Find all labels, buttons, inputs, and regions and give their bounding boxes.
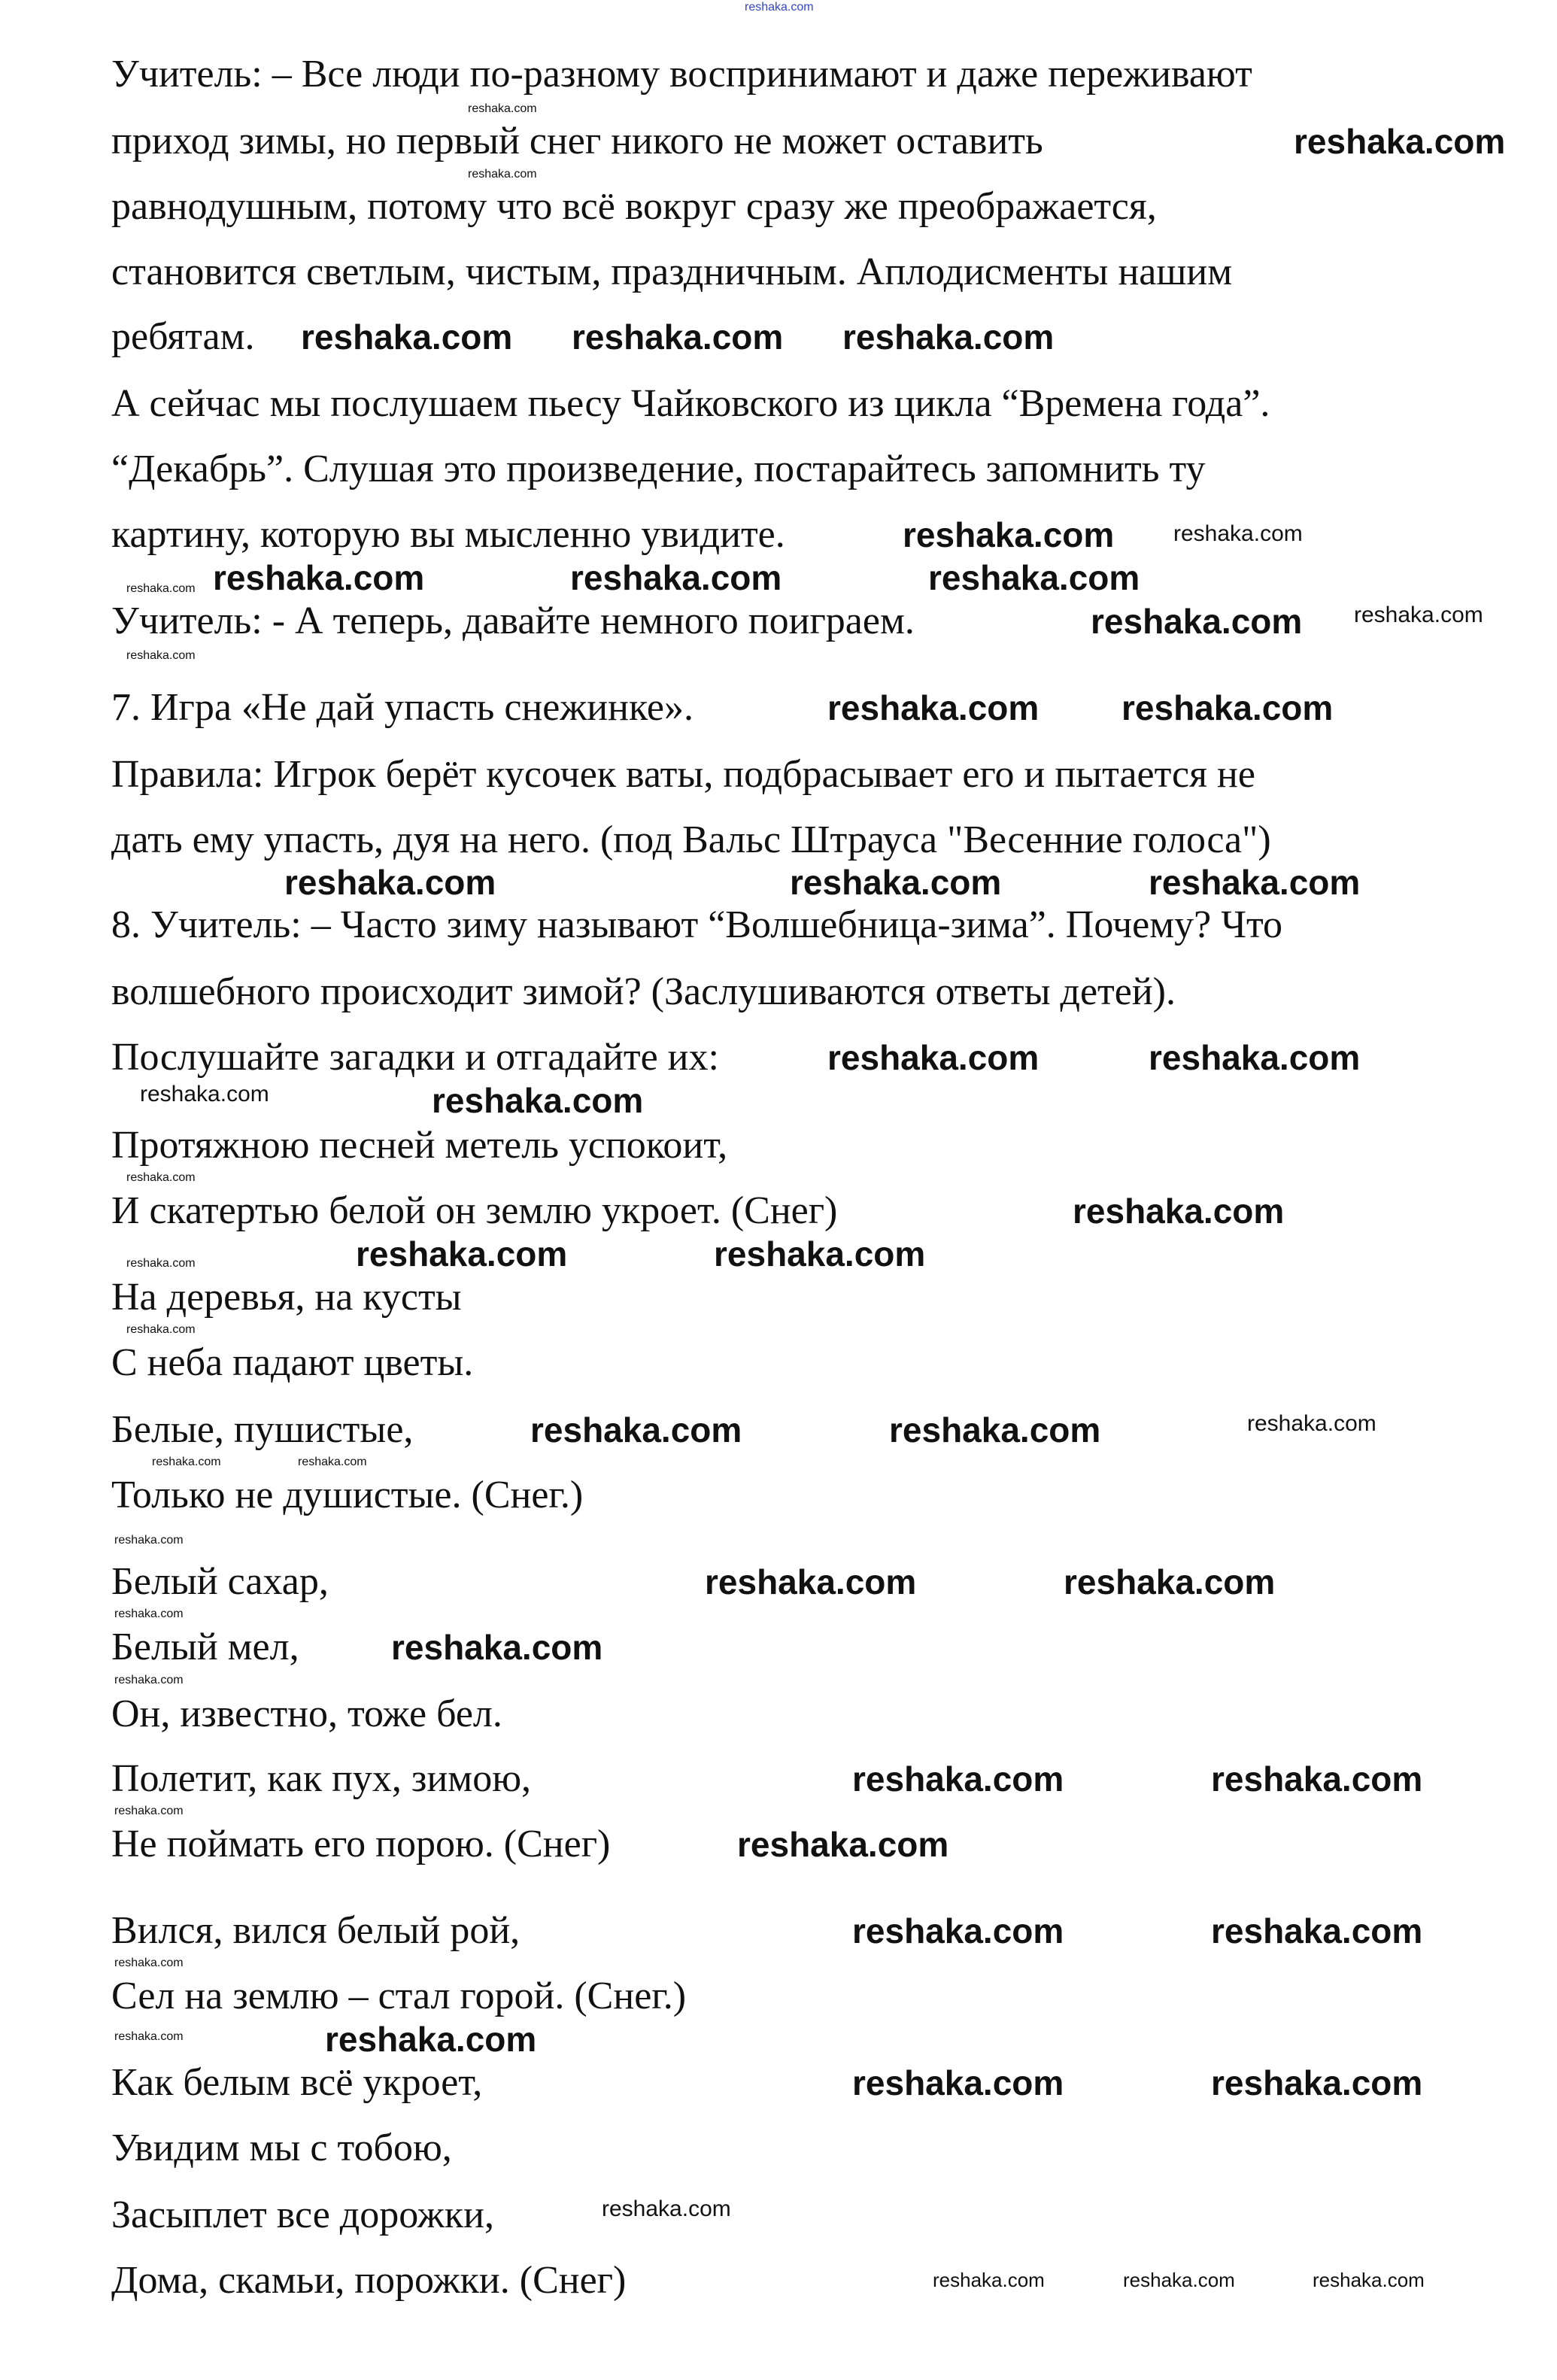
- watermark: reshaka.com: [602, 2196, 731, 2221]
- watermark: reshaka.com: [1149, 1038, 1361, 1077]
- watermark: reshaka.com: [737, 1825, 949, 1864]
- watermark: reshaka.com: [126, 1257, 196, 1270]
- text-line: “Декабрь”. Слушая это произведение, постарайтесь запомнить ту: [111, 448, 1206, 490]
- text-line: дать ему упасть, дуя на него. (под Вальс Штрауса "Весенние голоса"): [111, 818, 1271, 861]
- watermark: reshaka.com: [1313, 2269, 1425, 2291]
- watermark: reshaka.com: [714, 1234, 926, 1273]
- watermark: reshaka.com: [1073, 1192, 1285, 1231]
- watermark: reshaka.com: [114, 1534, 184, 1547]
- riddle-line: Белый сахар,: [111, 1560, 329, 1603]
- watermark: reshaka.com: [1123, 2269, 1235, 2291]
- watermark: reshaka.com: [114, 2030, 184, 2043]
- watermark: reshaka.com: [530, 1410, 742, 1450]
- text-line: Учитель: - А теперь, давайте немного поиграем.: [111, 600, 915, 642]
- riddle-line: Сел на землю – стал горой. (Снег.): [111, 1975, 687, 2017]
- riddle-line: Засыплет все дорожки,: [111, 2193, 494, 2236]
- watermark: reshaka.com: [1211, 2063, 1423, 2102]
- watermark: reshaka.com: [933, 2269, 1045, 2291]
- watermark: reshaka.com: [114, 1674, 184, 1686]
- watermark: reshaka.com: [1091, 602, 1303, 641]
- riddle-line: На деревья, на кусты: [111, 1276, 462, 1319]
- watermark: reshaka.com: [114, 1607, 184, 1620]
- watermark: reshaka.com: [432, 1081, 644, 1120]
- riddle-line: Дома, скамьи, порожки. (Снег): [111, 2259, 627, 2302]
- watermark: reshaka.com: [301, 317, 513, 357]
- watermark: reshaka.com: [1149, 863, 1361, 902]
- watermark: reshaka.com: [572, 317, 784, 357]
- watermark: reshaka.com: [1121, 688, 1334, 727]
- watermark: reshaka.com: [745, 1, 814, 14]
- riddle-line: Только не душистые. (Снег.): [111, 1474, 584, 1516]
- watermark: reshaka.com: [468, 102, 537, 115]
- watermark: reshaka.com: [570, 558, 782, 597]
- watermark: reshaka.com: [391, 1628, 603, 1667]
- text-line: Учитель: – Все люди по-разному воспринимают и даже переживают: [111, 53, 1252, 96]
- watermark: reshaka.com: [790, 863, 1002, 902]
- watermark: reshaka.com: [152, 1456, 221, 1468]
- riddle-line: Как белым всё укроет,: [111, 2061, 483, 2104]
- text-line: становится светлым, чистым, праздничным. Аплодисменты нашим: [111, 250, 1233, 293]
- watermark: reshaka.com: [842, 317, 1055, 357]
- watermark: reshaka.com: [126, 1323, 196, 1336]
- watermark: reshaka.com: [1064, 1562, 1276, 1601]
- text-line: Правила: Игрок берёт кусочек ваты, подбрасывает его и пытается не: [111, 753, 1255, 796]
- section-heading: 7. Игра «Не дай упасть снежинке».: [111, 686, 694, 729]
- riddle-line: Не поймать его порою. (Снег): [111, 1823, 611, 1865]
- watermark: reshaka.com: [852, 1911, 1064, 1950]
- text-line: приход зимы, но первый снег никого не может оставить: [111, 120, 1043, 162]
- watermark: reshaka.com: [114, 1957, 184, 1969]
- riddle-line: Вился, вился белый рой,: [111, 1909, 521, 1952]
- riddle-line: Белые, пушистые,: [111, 1408, 414, 1451]
- text-line: волшебного происходит зимой? (Заслушиваются ответы детей).: [111, 970, 1176, 1013]
- text-line: А сейчас мы послушаем пьесу Чайковского из цикла “Времена года”.: [111, 382, 1270, 425]
- watermark: reshaka.com: [827, 1038, 1040, 1077]
- section-heading: 8. Учитель: – Часто зиму называют “Волшебница-зима”. Почему? Что: [111, 903, 1283, 946]
- watermark: reshaka.com: [468, 168, 537, 181]
- watermark: reshaka.com: [213, 558, 425, 597]
- watermark: reshaka.com: [114, 1805, 184, 1817]
- text-line: Послушайте загадки и отгадайте их:: [111, 1036, 719, 1079]
- riddle-line: Протяжною песней метель успокоит,: [111, 1124, 728, 1167]
- watermark: reshaka.com: [1211, 1759, 1423, 1799]
- watermark: reshaka.com: [1354, 603, 1483, 627]
- watermark: reshaka.com: [140, 1082, 269, 1107]
- watermark: reshaka.com: [852, 1759, 1064, 1799]
- watermark: reshaka.com: [1294, 122, 1506, 161]
- watermark: reshaka.com: [126, 582, 196, 595]
- watermark: reshaka.com: [852, 2063, 1064, 2102]
- watermark: reshaka.com: [284, 863, 496, 902]
- watermark: reshaka.com: [889, 1410, 1101, 1450]
- watermark: reshaka.com: [1173, 521, 1303, 546]
- watermark: reshaka.com: [903, 515, 1115, 554]
- watermark: reshaka.com: [827, 688, 1040, 727]
- watermark: reshaka.com: [1247, 1411, 1376, 1436]
- text-line: картину, которую вы мысленно увидите.: [111, 513, 785, 556]
- riddle-line: Он, известно, тоже бел.: [111, 1692, 502, 1735]
- text-line: ребятам.: [111, 315, 255, 358]
- riddle-line: Увидим мы с тобою,: [111, 2127, 452, 2169]
- watermark: reshaka.com: [126, 649, 196, 662]
- watermark: reshaka.com: [705, 1562, 917, 1601]
- riddle-line: Белый мел,: [111, 1626, 299, 1668]
- riddle-line: И скатертью белой он землю укроет. (Снег): [111, 1189, 838, 1232]
- watermark: reshaka.com: [298, 1456, 367, 1468]
- watermark: reshaka.com: [928, 558, 1140, 597]
- watermark: reshaka.com: [1211, 1911, 1423, 1950]
- riddle-line: С неба падают цветы.: [111, 1341, 474, 1384]
- watermark: reshaka.com: [126, 1171, 196, 1184]
- text-line: равнодушным, потому что всё вокруг сразу же преображается,: [111, 185, 1157, 228]
- riddle-line: Полетит, как пух, зимою,: [111, 1757, 532, 1800]
- watermark: reshaka.com: [325, 2020, 537, 2059]
- watermark: reshaka.com: [356, 1234, 568, 1273]
